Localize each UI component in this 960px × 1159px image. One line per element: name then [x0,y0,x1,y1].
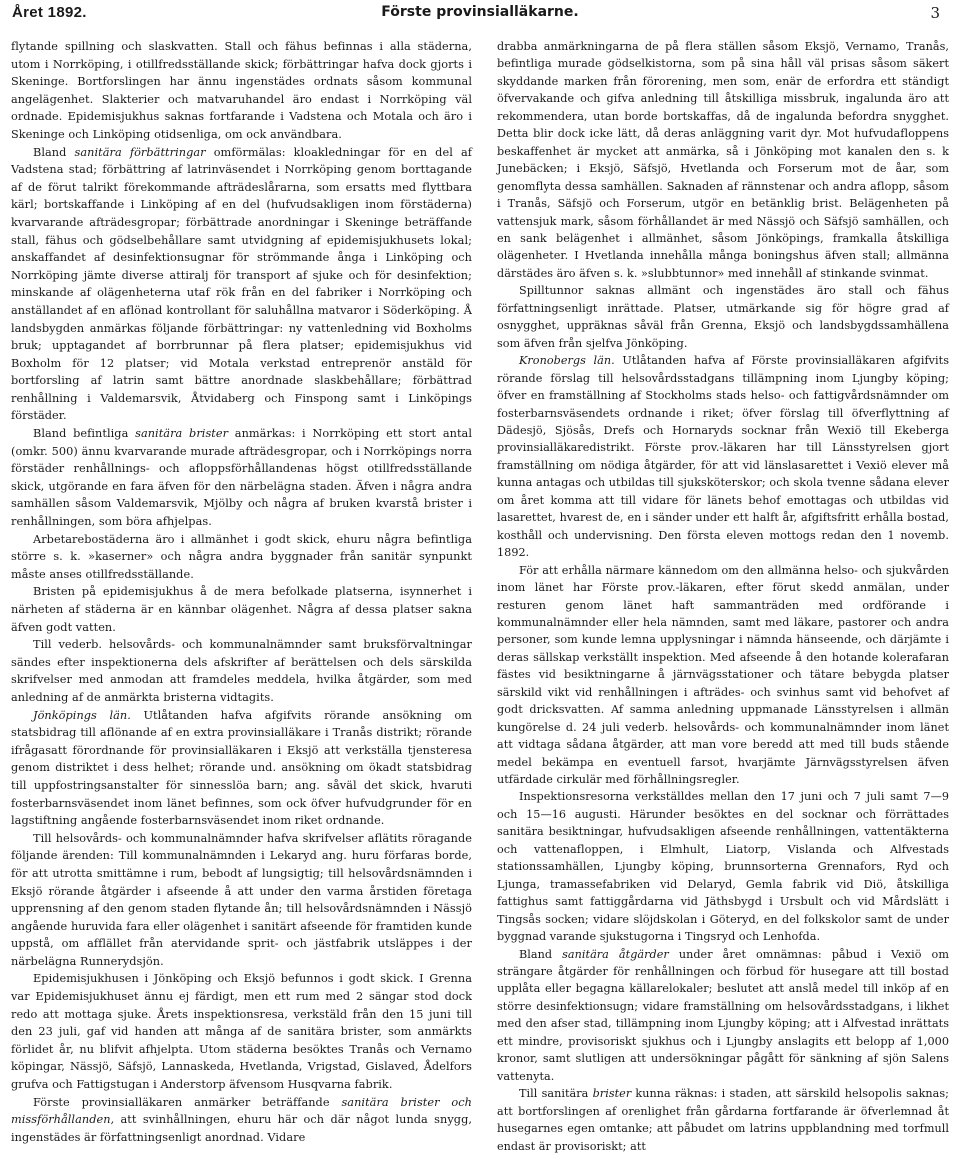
paragraph [497,788,949,945]
paragraph-text: Utlåtanden hafva afgifvits rörande ansökning om statsbidrag till aflönande af en extra provinsialläkare i Tranås distrikt; rörande ifrågasatt förordnande för provinsialläkaren i Eksjö att verkställa tjensteresa genom distriktet i dess helhet; rörande und. ansökning om ökadt statsbidrag till uppfostringsanstalter för sinnesslöa barn; ang. såväl det skick, hvaruti fosterbarnsväsendet inom länet befinnes, som ock öfver hufvudgrunder för en lagstiftning angående fosterbarnsväsendet inom riket ordnande. [11,708,472,828]
paragraph [11,38,472,144]
paragraph-text: under året omnämnas: påbud i Vexiö om strängare åtgärder för renhållningen och förbud för husegare att till bostad upplåta eller begagna källarelokaler; beslutet att anslå medel till inköp af en större desinfektionsugn; vidare framställning om helsovårdsstadgans, i likhet med den afser stad, tillämpning inom Ljungby köping; att i Alfvestad inrättats ett mindre, provisoriskt sjukhus och i Ljungby anslagits ett belopp af 1,000 kronor, samt slutligen att undersökningar pågått för sänkning af sjön Salens vattenyta. [497,947,949,1083]
running-head [12,4,948,26]
paragraph-lead: Till sanitära [519,1087,593,1101]
paragraph [497,562,949,789]
paragraph [11,531,472,584]
italic-phrase: sanitära åtgärder [562,947,669,961]
paragraph-text: Spilltunnor saknas allmänt och ingenstädes äro stall och fähus författningsenligt inrättade. Platser, utmärkande sig för högre grad af osnygghet, uppräknas såväl från Grenna, Eksjö och landsbygdssamhällena som äfven från sjelfva Jönköping. [497,284,949,350]
paragraph [11,636,472,706]
paragraph [497,282,949,352]
italic-phrase: sanitära förbättringar [74,145,206,159]
left-column [11,38,472,1146]
right-column [497,38,949,1155]
paragraph-text: anmärkas: i Norrköping ett stort antal (omkr. 500) ännu kvarvarande murade afträdesgropar, och i Norrköpings norra förstäder renhållnings- och afloppsförhållandenas högst otillfredsställande skick, utgörande en fara äfven för den närbelägna staden. Äfven i några andra samhällen såsom Valdemarsvik, Mjölby och några af bruken kvarstå brister i renhållningen, som böra afhjelpas. [11,427,472,529]
paragraph [11,144,472,426]
paragraph-lead: Bland [519,947,563,961]
paragraph-text: flytande spillning och slaskvatten. Stall och fähus befinnas i alla städerna, utom i Norrköping, i otillfredsställande skick; förbättringar hafva dock gjorts i Skeninge. Bortforslingen har ännu ingenstädes ordnats såsom kommunal angelägenhet. Slakterier och matvaruhandel äro endast i Norrköping väl ordnade. Epidemisjukhus saknas fortfarande i Vadstena och Motala och äro i Skeninge och Linköping otidsenliga, om ock användbara. [11,40,472,141]
italic-phrase: Jönköpings län. [33,708,131,722]
paragraph-text: För att erhålla närmare kännedom om den allmänna helso- och sjukvården inom länet har Förste prov.-läkaren, efter förut skedd anmälan, under resturen genom länet haft sammanträden med ordförande i kommunalnämnder eller hela nämnden, samt med läkare, pastorer och andra personer, som kunde lemna upplysningar i nämnda hänseende, och därjämte i deras sällskap verkställt inspektion. Med afseende å den hotande kolerafaran fästes vid besiktningarne å järnvägsstationer och tätare bebygda platser särskild vikt vid renhållningen i afträdes- och svinhus samt vid behofvet af godt dricksvatten. Af samma anledning uppmanade Länsstyrelsen i allmän kungörelse d. 24 juli vederb. helsovårds- och kommunalnämnder inom länet att vidtaga sådana åtgärder, att man vore beredd att med till buds stående medel bekämpa en eventuell farsot, hvarjämte Järnvägsstyrelsen äfven utfärdade cirkulär med förhållningsregler. [497,563,949,787]
paragraph [11,583,472,636]
paragraph-text: kunna räknas: i staden, att särskild helsopolis saknas; att bortforslingen af orenlighet från gårdarna fortfarande är öfverlemnad åt husegarnes egen omtanke; att påbudet om latrins uppblandning med torfmull endast är provisoriskt; att [497,1087,949,1153]
paragraph-lead: Bland befintliga [33,427,136,441]
paragraph [11,707,472,830]
paragraph-text: Till vederb. helsovårds- och kommunalnämnder samt bruksförvaltningar sändes efter inspektionerna dels afskrifter af berättelsen och dels särskilda skrifvelser med anmodan att framdeles meddela, hvilka åtgärder, som med anledning af de anmärkta bristerna vidtagits. [11,638,472,704]
paragraph [497,38,949,282]
italic-phrase: sanitära brister [135,427,229,441]
italic-phrase: brister [592,1087,632,1101]
paragraph-text: Arbetarebostäderna äro i allmänhet i godt skick, ehuru några befintliga större s. k. »kaserner» och några andra byggnader från sanitär synpunkt måste anses otillfredsställande. [11,532,472,581]
paragraph [11,1094,472,1147]
paragraph [497,946,949,1086]
paragraph-text: Inspektionsresorna verkställdes mellan den 17 juni och 7 juli samt 7—9 och 15—16 augusti. Härunder besöktes en del socknar och förrättades sanitära besiktningar, hufvudsakligen afseende renhållningen, vattentäkterna och vattenafloppen, i Elmhult, Liatorp, Vislanda och Alfvestads stationssamhällen, Ljungby köping, brunnsorterna Grennafors, Ryd och Ljunga, tramassefabriken vid Delaryd, Gemla fabrik vid Diö, åtskilliga fattighus samt fattiggårdarna vid Jäthsbygd i Ursbult och vid Mårdslätt i Tingsås socken; vidare slöjdskolan i Göteryd, en del folkskolor samt de under byggnad varande sjukstugorna i Tingsryd och Lenhofda. [497,790,949,944]
paragraph [11,425,472,531]
paragraph-text: drabba anmärkningarna de på flera ställen såsom Eksjö, Vernamo, Tranås, befintliga murade gödselkistorna, som på sina håll väl prisas såsom säkert skyddande marken från förorening, men som, enär de erfordra ett ständigt öfvervakande och gifva anledning till åtskilliga missbruk, ingalunda äro att rekommendera, utan borde bortskaffas, då de ingalunda befordra snygghet. Detta blir dock icke lätt, då deras anläggning varit dyr. Mot hufvudafloppens beskaffenhet är mycket att anmärka, så i Jönköping mot kanalen den s. k Junebäcken; i Eksjö, Säfsjö, Hvetlanda och Forserum mot de åar, som genomflyta dessa samhällen. Saknaden af rännstenar och andra aflopp, såsom i Tranås, Säfsjö och Forserum, utgör en betänklig brist. Belägenheten på vattensjuk mark, såsom förhållandet är med Nässjö och Säfsjö samhällen, och en sank belägenhet i allmänhet, såsom Jönköpings, framkalla åtskilliga olägenheter. I Hvetlanda innehålla många boningshus äfven stall; allmänna därstädes äro äfven s. k. »slubbtunnor» med innehåll af stinkande svinmat. [497,40,949,280]
italic-phrase: sanitära brister och missförhållanden, [11,1095,472,1127]
header-year: Året 1892. [12,4,87,21]
page-number: 3 [930,4,940,22]
paragraph-text: omförmälas: kloakledningar för en del af Vadstena stad; förbättring af latrinväsendet i Norrköping genom borttagande af de förut talrikt förekommande afträdeslårarna, som ersatts med flyttbara kärl; bortskaffande i Linköping af en del (hufvudsakligen inom förstäderna) kvarvarande afträdesgropar; förbättrade anordningar i Skeninge beträffande stall, fähus och gödselbehållare samt utvidgning af epidemisjukhusets lokal; anskaffandet af desinfektionsugnar för strömmande ånga i Linköping och Norrköping jämte diverse attiralj för transport af sjuke och för desinfektion; minskande af olägenheterna utaf rök från en del fabriker i Norrköping och anställandet af en aflönad kontrollant för saluhållna matvaror i Söderköping. Å landsbygden anmärkas följande förbättringar: ny vattenledning vid Boxholms bruk; upptagandet af borrbrunnar på flera platser; epidemisjukhus vid Boxholm för 12 platser; vid Motala verkstad entreprenör anstäld för bortforsling af latrin samt bättre anordnade slaskbehållare; förbättrad renhållning i Valdemarsvik, Åtvidaberg och Finspong samt i Linköpings förstäder. [11,145,472,423]
paragraph [497,352,949,561]
paragraph-text: Till helsovårds- och kommunalnämnder hafva skrifvelser aflätits röragande följande ärenden: Till kommunalnämnden i Lekaryd ang. huru förfaras borde, för att utrotta smittämne i rum, bebodt af lungsigtig; till helsovårdsnämnden i Eksjö rörande åtgärder i afseende å att under den varma årstiden företaga upprensning af den genom staden flytande ån; till helsovårdsnämnden i Nässjö angående huruvida fara eller olägenhet i sanitärt afseende för framtiden kunde uppstå, om afflället från atervidande sprit- och jästfabrik utsläppes i der närbelägna Runnerydsjön. [11,831,472,968]
paragraph-lead: Bland [33,145,75,159]
italic-phrase: Kronobergs län. [519,354,615,368]
paragraph [497,1085,949,1155]
paragraph-lead: Förste provinsialläkaren anmärker beträffande [33,1095,342,1109]
paragraph [11,830,472,971]
paragraph [11,970,472,1093]
header-title: Förste provinsialläkarne. [381,4,579,20]
paragraph-text: Bristen på epidemisjukhus å de mera befolkade platserna, isynnerhet i närheten af städerna är en kännbar olägenhet. Några af dessa platser sakna äfven godt vatten. [11,585,472,634]
paragraph-text: att svinhållningen, ehuru här och där något lunda snygg, ingenstädes är författningsenligt anordnad. Vidare [11,1113,472,1144]
paragraph-text: Utlåtanden hafva af Förste provinsialläkaren afgifvits rörande förslag till helsovårdsstadgans tillämpning inom Ljungby köping; öfver en framställning af Stockholms stads helso- och fattigvårdsnämnder om fosterbarnsväsendets ordnande i riket; öfver förslag till öfverflyttning af Dädesjö, Sjösås, Drefs och Hornaryds socknar från Wexiö till Ekeberga provinsialläkaredistrikt. Förste prov.-läkaren har till Länsstyrelsen gjort framställning om nödiga åtgärder, för att vid länslasarettet i Vexiö elever må kunna antagas och utbildas till sjuksköterskor; och skola tvenne sådana elever om året komma att till vidare för länets behof emottagas och utbildas vid lasarettet, hvarest de, en i sänder under ett halft år, afgiftsfritt erhålla bostad, kosthåll och undervisning. Den första eleven mottogs redan den 1 novemb. 1892. [497,354,949,560]
paragraph-text: Epidemisjukhusen i Jönköping och Eksjö befunnos i godt skick. I Grenna var Epidemisjukhuset ännu ej färdigt, men ett rum med 2 sängar stod dock redo att mottaga sjuke. Årets inspektionsresa, verkstäld från den 15 juni till den 23 juli, gaf vid handen att många af de sanitära brister, som anmärkts förlidet år, nu blifvit afhjelpta. Utom städerna besöktes Tranås och Vernamo köpingar, Nässjö, Säfsjö, Lannaskeda, Hvetlanda, Vrigstad, Gislaved, Ådelfors grufva och Fattigstugan i Anderstorp äfvensom Husqvarna fabrik. [11,972,472,1092]
